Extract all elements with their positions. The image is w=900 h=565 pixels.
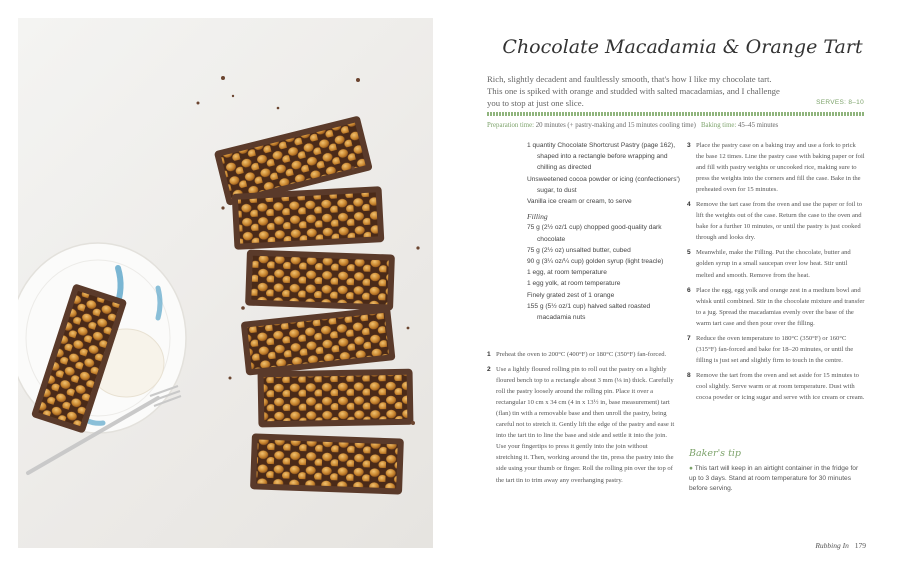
ingredient-item: 1 quantity Chocolate Shortcrust Pastry (page 162), shaped into a rectangle before wrapping and chilling as directed bbox=[527, 142, 676, 172]
method-step bbox=[687, 333, 865, 366]
ingredients-list bbox=[527, 140, 682, 323]
method-step bbox=[687, 247, 865, 280]
method-right-column bbox=[687, 140, 865, 407]
method-step bbox=[487, 349, 675, 360]
times-line bbox=[487, 122, 864, 129]
bakers-tip-text bbox=[689, 464, 865, 494]
ingredient-item: Vanilla ice cream or cream, to serve bbox=[527, 198, 632, 206]
page-number: 179 bbox=[854, 541, 866, 550]
prep-time-label: Preparation time: bbox=[487, 122, 534, 129]
method-left-column bbox=[487, 349, 675, 490]
step-text: Reduce the oven temperature to 180°C (350°F) or 160°C (315°F) fan-forced and bake for 18–20 minutes, or until the filling is just set and slightly firm to touch in the centre. bbox=[696, 334, 854, 364]
bullet-icon: ● bbox=[689, 465, 693, 472]
divider-rule bbox=[487, 112, 864, 116]
step-text: Meanwhile, make the Filling. Put the chocolate, butter and golden syrup in a small saucepan over low heat. Stir until melted and smooth. Remove from the heat. bbox=[696, 249, 851, 279]
tart-photo bbox=[18, 18, 433, 548]
ingredient-item: Unsweetened cocoa powder or icing (confectioners') sugar, to dust bbox=[527, 175, 680, 194]
filling-item: 90 g (3¼ oz/¼ cup) golden syrup (light treacle) bbox=[527, 258, 664, 266]
step-number: 7 bbox=[687, 334, 691, 342]
filling-item: 1 egg, at room temperature bbox=[527, 269, 607, 277]
step-number: 6 bbox=[687, 286, 691, 294]
section-name: Rubbing In bbox=[815, 541, 849, 550]
step-text: Preheat the oven to 200°C (400°F) or 180°C (350°F) fan-forced. bbox=[496, 351, 667, 358]
step-text: Place the pastry case on a baking tray and use a fork to prick the base 12 times. Line the pastry case with baking paper or foil and fill with pastry weights or uncooked rice, making sure to press the weights into the corners and fill the case. Bake in the preheated oven for 15 minutes. bbox=[696, 142, 865, 194]
bakers-tip-heading: Baker's tip bbox=[689, 448, 742, 459]
method-step bbox=[487, 364, 675, 486]
prep-time-value: 20 minutes (+ pastry-making and 15 minutes cooling time) bbox=[535, 122, 696, 129]
filling-item: Finely grated zest of 1 orange bbox=[527, 291, 615, 299]
step-text: Remove the tart case from the oven and use the paper or foil to lift the weights out of the case. Return the case to the oven and bake for a further 10 minutes, or until the pastry is just cooked through and looks dry. bbox=[696, 201, 863, 242]
filling-heading: Filling bbox=[527, 212, 548, 222]
baking-time-label: Baking time: bbox=[700, 122, 737, 129]
recipe-intro: Rich, slightly decadent and faultlessly smooth, that's how I like my chocolate tart. This one is spiked with orange and studded with salted macadamias, and I challenge you to stop at just one slice. bbox=[487, 74, 780, 108]
page-footer bbox=[790, 541, 866, 550]
method-step bbox=[687, 285, 865, 329]
tart-illustration bbox=[18, 18, 433, 548]
step-number: 2 bbox=[487, 366, 491, 374]
step-text: Place the egg, egg yolk and orange zest in a medium bowl and whisk until combined. Stir in the chocolate mixture and transfer to a jug. Spread the macadamias evenly over the base of the warm tart case and then pour over the filling. bbox=[696, 286, 865, 327]
filling-item: 1 egg yolk, at room temperature bbox=[527, 280, 621, 288]
baking-time-value: 45–45 minutes bbox=[737, 122, 779, 129]
filling-item: 75 g (2½ oz/1 cup) chopped good-quality dark chocolate bbox=[527, 224, 662, 243]
step-text: Remove the tart from the oven and set aside for 15 minutes to cool slightly. Serve warm or at room temperature. Dust with cocoa powder or icing sugar and serve with ice cream or cream. bbox=[696, 371, 865, 401]
step-number: 1 bbox=[487, 351, 491, 358]
serves-label: SERVES: 8–10 bbox=[816, 99, 864, 106]
filling-item: 75 g (2½ oz) unsalted butter, cubed bbox=[527, 246, 631, 254]
recipe-title: Chocolate Macadamia & Orange Tart bbox=[502, 36, 863, 58]
step-text: Use a lightly floured rolling pin to roll out the pastry on a lightly floured bench top to a rectangle about 3 mm (⅛ in) thick. Carefully roll the pastry loosely around the rolling pin. Place it over a rectangular 10 cm x 34 cm (4 in x 13½ in, base measurement) tart (flan) tin with a removable base and then unroll the pastry, being careful not to stretch it. Gently lift the edge of the pastry and ease it into the tart tin to line the base and side and settle it into the join. Use your fingertips to press it gently into the join without stretching it. Then, working around the tin, press the pastry into the side using your thumb or finger. Roll the rolling pin over the top of the tart tin to trim away any overhanging pastry. bbox=[496, 366, 675, 484]
method-step bbox=[687, 140, 865, 195]
step-number: 3 bbox=[687, 142, 691, 149]
filling-item: 155 g (5½ oz/1 cup) halved salted roasted macadamia nuts bbox=[527, 302, 651, 322]
step-number: 5 bbox=[687, 249, 691, 257]
method-step bbox=[687, 199, 865, 243]
step-number: 8 bbox=[687, 371, 691, 379]
method-step bbox=[687, 370, 865, 403]
step-number: 4 bbox=[687, 201, 691, 209]
bakers-tip-body: This tart will keep in an airtight container in the fridge for up to 3 days. Stand at room temperature for 30 minutes before serving. bbox=[689, 465, 859, 492]
